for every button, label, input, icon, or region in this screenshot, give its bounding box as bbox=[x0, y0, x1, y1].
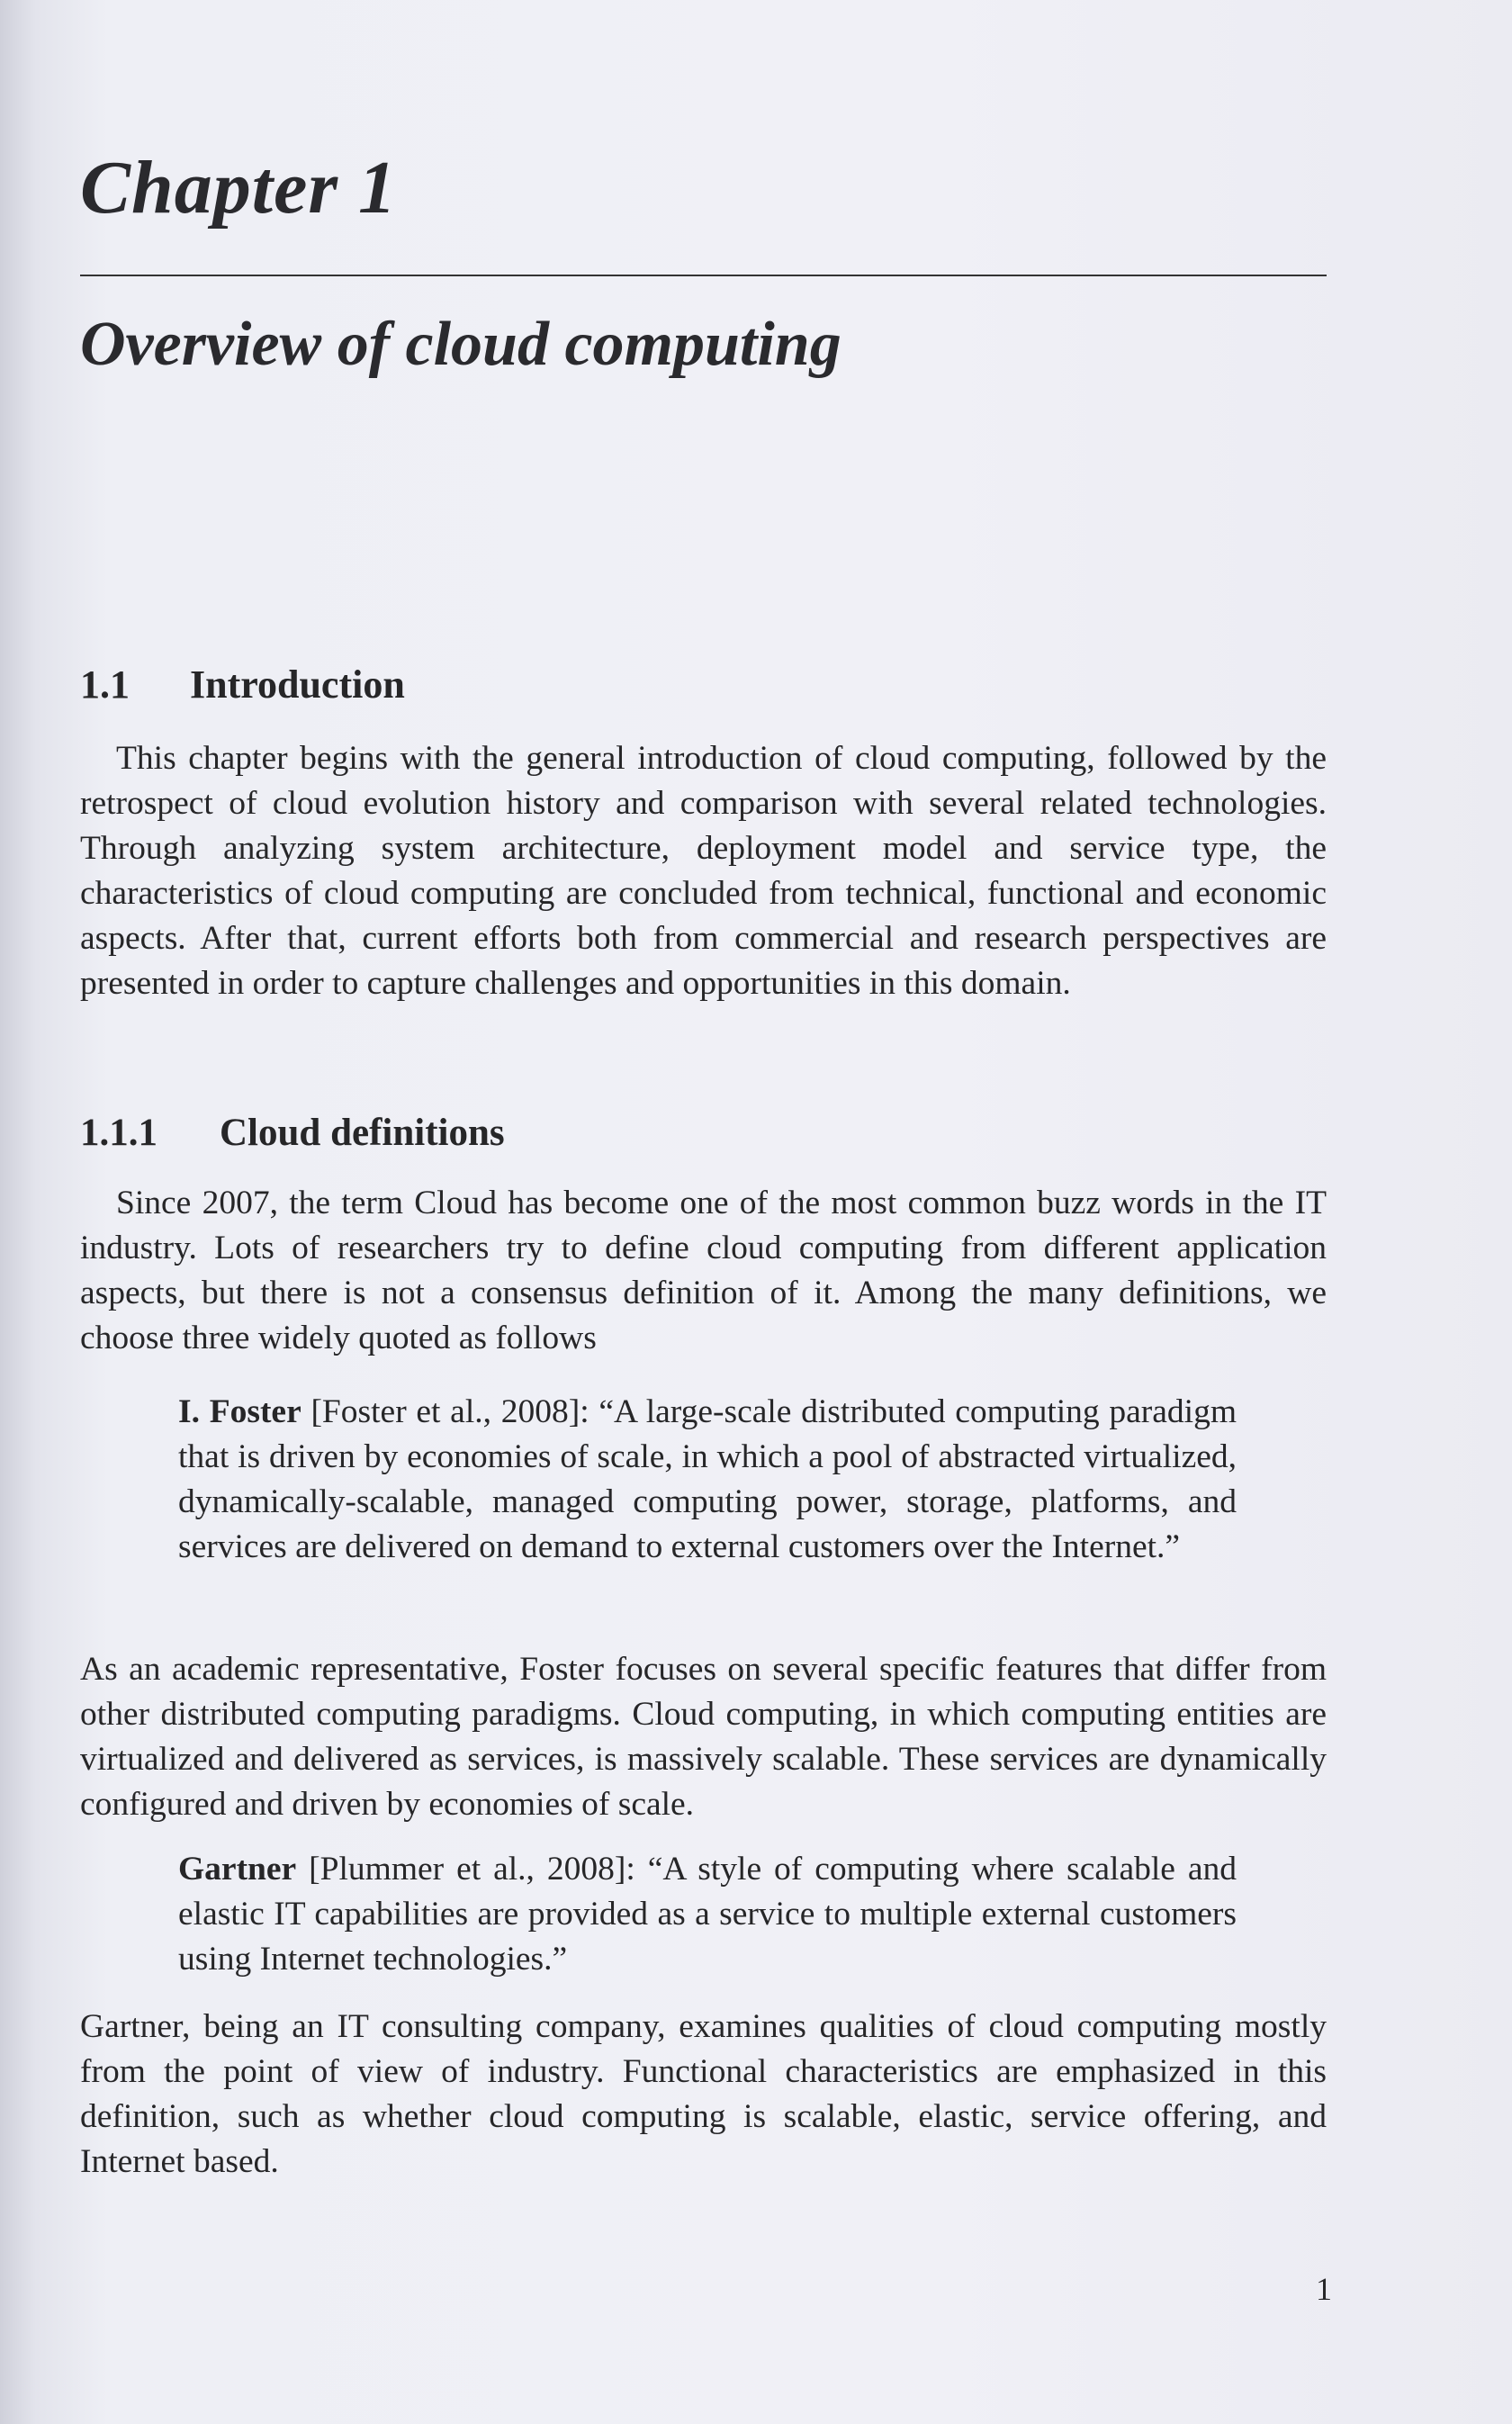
section-heading bbox=[80, 662, 405, 707]
quote-text: [Plummer et al., 2008]: “A style of computing where scalable and elastic IT capabilities are provided as a service to multiple external customers using Internet technologies.” bbox=[178, 1851, 1237, 1978]
subsection-heading bbox=[80, 1111, 505, 1155]
section-number: 1.1 bbox=[80, 662, 130, 707]
section-title: Introduction bbox=[190, 662, 405, 707]
chapter-rule bbox=[80, 275, 1327, 276]
chapter-label: Chapter 1 bbox=[80, 146, 398, 230]
quote-author: I. Foster bbox=[178, 1393, 302, 1430]
intro-paragraph: This chapter begins with the general introduction of cloud computing, followed by the retrospect of cloud evolution history and comparison with several related technologies. Through analyzing system architecture, deployment model and service type, the characteristics of cloud computing are concluded from technical, functional and economic aspects. After that, current efforts both from commercial and research perspectives are presented in order to capture challenges and opportunities in this domain. bbox=[80, 740, 1327, 1002]
foster-quote bbox=[178, 1390, 1237, 1570]
gartner-quote bbox=[178, 1847, 1237, 1982]
foster-comment-paragraph: As an academic representative, Foster focuses on several specific features that differ from other distributed computing paradigms. Cloud computing, in which computing entities are virtualized and delivered as services, is massively scalable. These services are dynamically configured and driven by economies of scale. bbox=[80, 1651, 1327, 1823]
definitions-intro-paragraph: Since 2007, the term Cloud has become one of the most common buzz words in the IT industry. Lots of researchers try to define cloud computing from different application aspects, but there is not a consensus definition of it. Among the many definitions, we choose three widely quoted as follows bbox=[80, 1185, 1327, 1356]
subsection-number: 1.1.1 bbox=[80, 1112, 158, 1154]
chapter-title: Overview of cloud computing bbox=[80, 310, 842, 379]
subsection-title: Cloud definitions bbox=[220, 1112, 505, 1154]
page-number: 1 bbox=[1316, 2271, 1332, 2307]
quote-text: [Foster et al., 2008]: “A large-scale distributed computing paradigm that is driven by economies of scale, in which a pool of abstracted virtualized, dynamically-scalable, managed computing power, storage, platforms, and services are delivered on demand to external customers over the Internet.” bbox=[178, 1393, 1237, 1565]
quote-author: Gartner bbox=[178, 1851, 297, 1888]
gartner-comment-paragraph: Gartner, being an IT consulting company, examines qualities of cloud computing mostly from the point of view of industry. Functional characteristics are emphasized in this definition, such as whether cloud computing is scalable, elastic, service offering, and Internet based. bbox=[80, 2008, 1327, 2180]
